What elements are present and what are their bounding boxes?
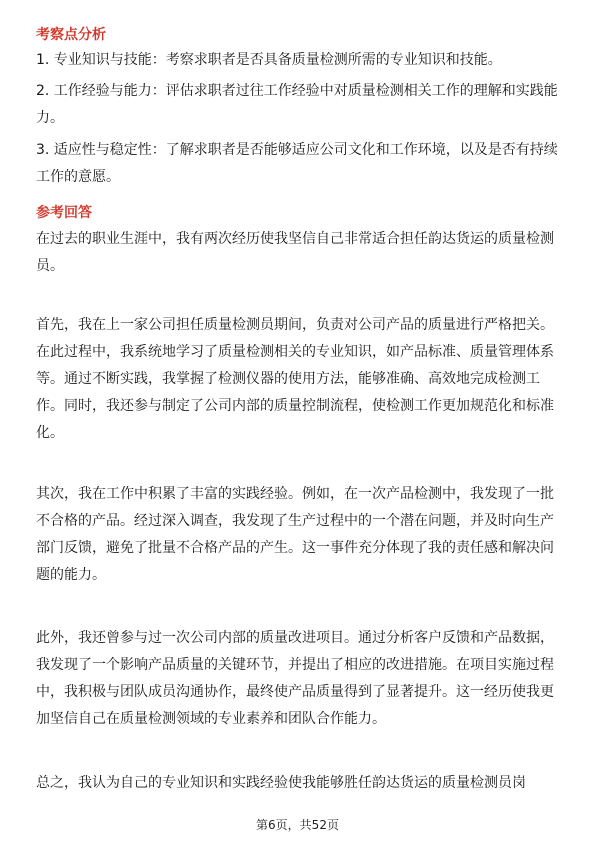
analysis-item-3: 3. 适应性与稳定性：了解求职者是否能够适应公司文化和工作环境，以及是否有持续工作的意愿。 — [36, 142, 558, 185]
analysis-item-2: 2. 工作经验与能力：评估求职者过往工作经验中对质量检测相关工作的理解和实践能力。 — [36, 83, 558, 126]
analysis-item-1: 1. 专业知识与技能：考察求职者是否具备质量检测所需的专业知识和技能。 — [36, 52, 502, 68]
answer-paragraph-4: 此外，我还曾参与过一次公司内部的质量改进项目。通过分析客户反馈和产品数据，我发现了一个影响产品质量的关键环节，并提出了相应的改进措施。在项目实施过程中，我积极与团队成员沟通协作，最终使产品质量得到了显著提升。这一经历使我更加坚信自己在质量检测领域的专业素养和团队合作能力。 — [36, 630, 554, 727]
answer-heading: 参考回答 — [36, 205, 92, 221]
answer-paragraph-3: 其次，我在工作中积累了丰富的实践经验。例如，在一次产品检测中，我发现了一批不合格的产品。经过深入调查，我发现了生产过程中的一个潜在问题，并及时向生产部门反馈，避免了批量不合格产品的产生。这一事件充分体现了我的责任感和解决问题的能力。 — [36, 486, 554, 583]
answer-paragraph-2: 首先，我在上一家公司担任质量检测员期间，负责对公司产品的质量进行严格把关。在此过程中，我系统地学习了质量检测相关的专业知识，如产品标准、质量管理体系等。通过不断实践，我掌握了检测仪器的使用方法，能够准确、高效地完成检测工作。同时，我还参与制定了公司内部的质量控制流程，使检测工作更加规范化和标准化。 — [36, 317, 554, 441]
answer-paragraph-5: 总之，我认为自己的专业知识和实践经验使我能够胜任韵达货运的质量检测员岗 — [36, 775, 526, 791]
page-number: 第6页，共52页 — [256, 818, 339, 832]
analysis-heading: 考察点分析 — [36, 27, 106, 43]
answer-paragraph-1: 在过去的职业生涯中，我有两次经历使我坚信自己非常适合担任韵达货运的质量检测员。 — [36, 231, 554, 274]
